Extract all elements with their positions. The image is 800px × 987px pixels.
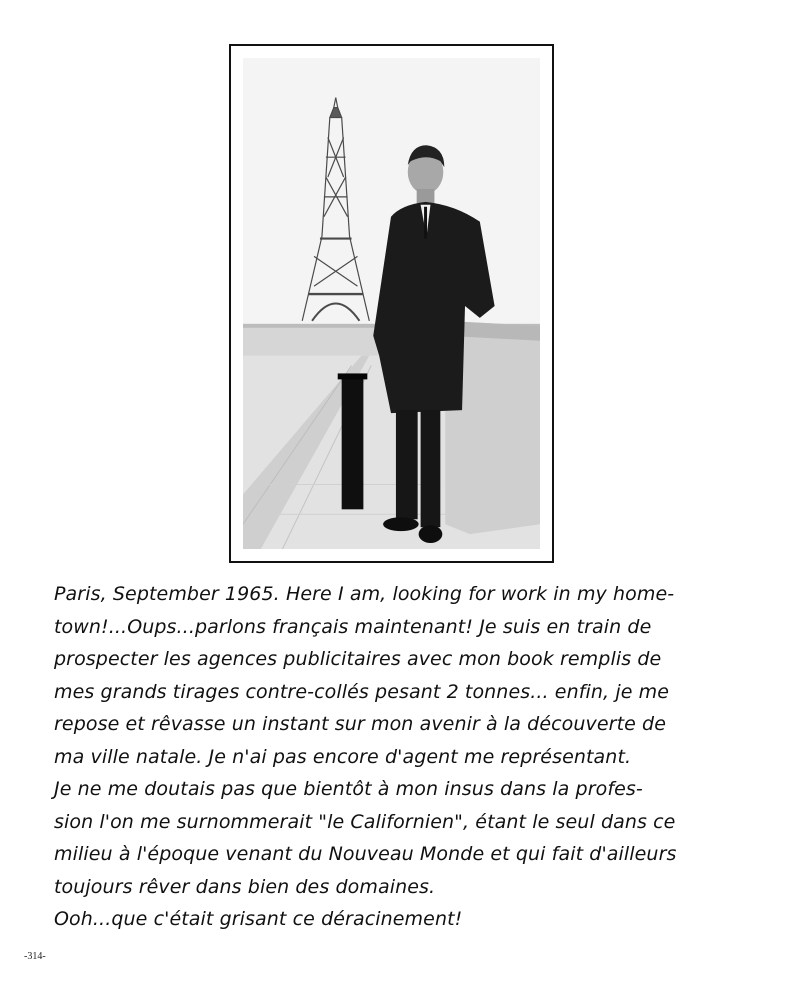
photo-caption — [54, 578, 774, 936]
photo-illustration — [243, 58, 540, 549]
page-number: -314- — [24, 951, 46, 962]
caption-line: Ooh...que c'était grisant ce déracinement! — [54, 908, 463, 930]
photograph — [243, 58, 540, 549]
caption-line: mes grands tirages contre-collés pesant 2 tonnes... enfin, je me — [54, 680, 670, 703]
caption-line: Paris, September 1965. Here I am, looking for work in my home- — [54, 583, 675, 605]
caption-line: Je ne me doutais pas que bientôt à mon insus dans la profes- — [54, 778, 643, 800]
caption-line: sion l'on me surnommerait "le Californien", étant le seul dans ce — [54, 810, 676, 833]
caption-line: ma ville natale. Je n'ai pas encore d'agent me représentant. — [54, 745, 632, 768]
caption-line: milieu à l'époque venant du Nouveau Monde et qui fait d'ailleurs — [54, 843, 677, 865]
photo-frame — [229, 44, 554, 563]
caption-line: toujours rêver dans bien des domaines. — [54, 875, 436, 898]
caption-line: repose et rêvasse un instant sur mon avenir à la découverte de — [54, 713, 667, 735]
caption-line: town!...Oups...parlons français maintenant! Je suis en train de — [54, 615, 652, 638]
caption-line: prospecter les agences publicitaires avec mon book remplis de — [54, 648, 662, 670]
